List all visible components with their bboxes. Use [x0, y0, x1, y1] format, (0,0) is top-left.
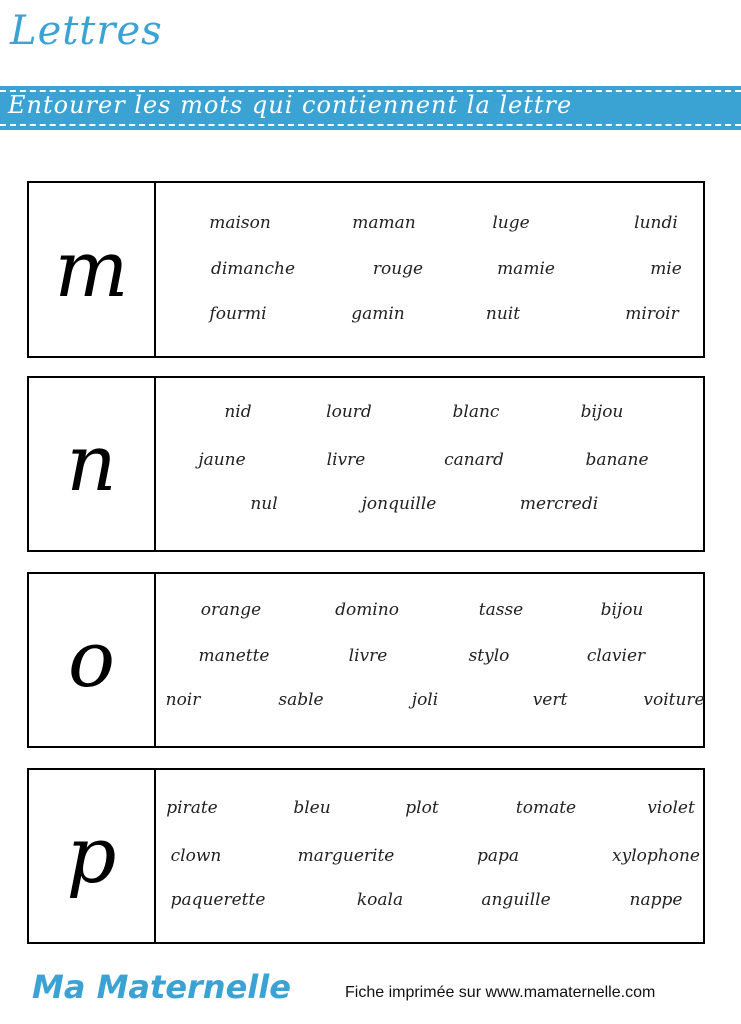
word[interactable]: gamin — [351, 304, 405, 324]
word[interactable]: plot — [405, 798, 439, 818]
instruction-banner — [0, 86, 741, 130]
word[interactable]: maman — [352, 213, 416, 233]
letter-section-m — [27, 181, 705, 358]
word[interactable]: bleu — [293, 798, 331, 818]
word[interactable]: nappe — [629, 890, 683, 910]
word[interactable]: orange — [200, 600, 262, 620]
word[interactable]: marguerite — [297, 846, 395, 866]
word[interactable]: fourmi — [209, 304, 267, 324]
word[interactable]: bijou — [600, 600, 644, 620]
letter-cell: o — [29, 574, 156, 746]
letter-section-p — [27, 768, 705, 944]
word[interactable]: vert — [532, 690, 568, 710]
word[interactable]: manette — [198, 646, 270, 666]
word[interactable]: mamie — [497, 259, 555, 279]
word[interactable]: koala — [356, 890, 404, 910]
word[interactable]: lourd — [326, 402, 372, 422]
word[interactable]: jonquille — [361, 494, 437, 514]
word[interactable]: tomate — [515, 798, 577, 818]
word[interactable]: tasse — [478, 600, 524, 620]
letter-cell: m — [29, 183, 156, 356]
word[interactable]: papa — [476, 846, 520, 866]
word[interactable]: mie — [650, 259, 682, 279]
word[interactable]: canard — [444, 450, 504, 470]
letter-cell: p — [29, 770, 156, 942]
word[interactable]: bijou — [580, 402, 624, 422]
footer-text: Fiche imprimée sur www.mamaternelle.com — [345, 984, 656, 1001]
word-grid — [156, 183, 703, 356]
word[interactable]: violet — [647, 798, 695, 818]
word[interactable]: xylophone — [612, 846, 700, 866]
instruction-text: Entourer les mots qui contiennent la lettre — [8, 91, 573, 119]
word[interactable]: paquerette — [170, 890, 266, 910]
word[interactable]: blanc — [452, 402, 500, 422]
word[interactable]: jaune — [198, 450, 246, 470]
word[interactable]: clown — [170, 846, 222, 866]
word[interactable]: voiture — [643, 690, 705, 710]
page-title: Lettres — [10, 8, 163, 54]
letter-section-o — [27, 572, 705, 748]
word[interactable]: sable — [278, 690, 324, 710]
word[interactable]: joli — [411, 690, 439, 710]
word[interactable]: maison — [209, 213, 271, 233]
word[interactable]: noir — [165, 690, 201, 710]
word[interactable]: miroir — [625, 304, 679, 324]
word[interactable]: luge — [492, 213, 530, 233]
word-grid — [156, 574, 703, 746]
word[interactable]: banane — [585, 450, 649, 470]
word[interactable]: dimanche — [210, 259, 296, 279]
word-grid — [156, 378, 703, 550]
brand-logo: Ma Maternelle — [32, 968, 291, 1006]
word[interactable]: nuit — [485, 304, 521, 324]
word[interactable]: anguille — [481, 890, 551, 910]
letter-section-n — [27, 376, 705, 552]
letter-cell: n — [29, 378, 156, 550]
word[interactable]: nid — [224, 402, 252, 422]
word[interactable]: pirate — [166, 798, 218, 818]
word[interactable]: clavier — [586, 646, 646, 666]
word[interactable]: mercredi — [519, 494, 599, 514]
word[interactable]: domino — [335, 600, 399, 620]
word-grid — [156, 770, 703, 942]
word[interactable]: livre — [326, 450, 366, 470]
word[interactable]: stylo — [468, 646, 510, 666]
word[interactable]: lundi — [634, 213, 678, 233]
word[interactable]: nul — [250, 494, 278, 514]
word[interactable]: livre — [348, 646, 388, 666]
word[interactable]: rouge — [372, 259, 424, 279]
